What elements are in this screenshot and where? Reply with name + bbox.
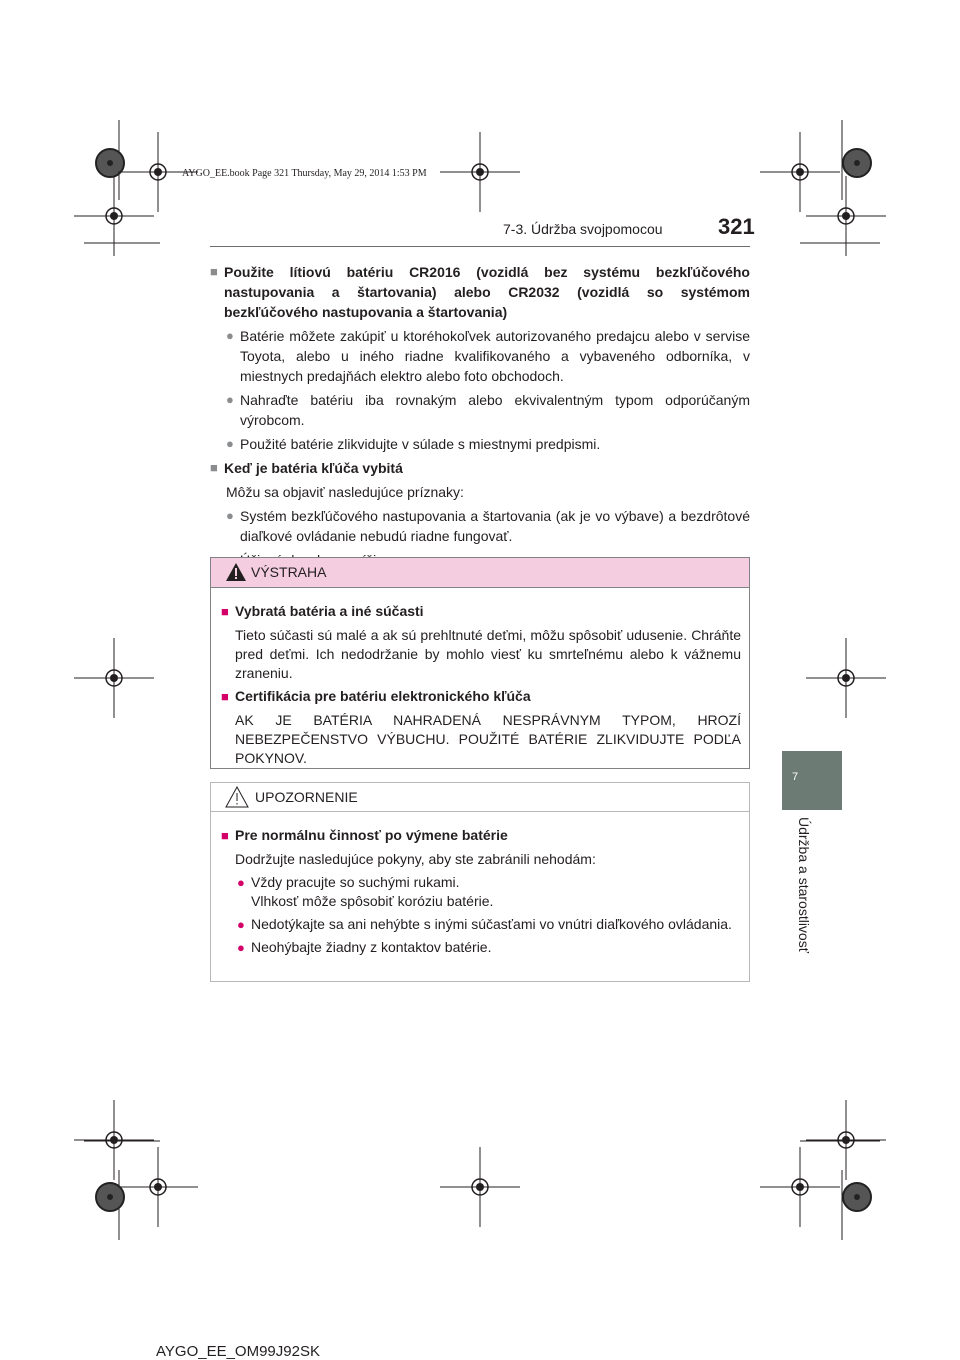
square-bullet-icon: ■ bbox=[210, 264, 218, 279]
warning-title: VÝSTRAHA bbox=[251, 564, 327, 580]
caution-triangle-icon bbox=[225, 786, 249, 808]
list-item: ● Použité batérie zlikvidujte v súlade s miestnymi predpismi. bbox=[226, 436, 601, 452]
chapter-tab bbox=[782, 751, 842, 810]
section-title: 7-3. Údržba svojpomocou bbox=[503, 221, 663, 237]
page-number: 321 bbox=[718, 214, 755, 239]
list-item: ● Vždy pracujte so suchými rukami. Vlhkosť môže spôsobiť koróziu batérie. bbox=[237, 874, 494, 909]
list-item: ● Batérie môžete zakúpiť u ktoréhokoľvek autorizovaného predajcu alebo v servise Toyota, alebo u iného riadne kvalifikovaného a vybaveného odborníka, v miestnych predajňách elektro alebo foto obchodoch. bbox=[226, 328, 750, 384]
warning-box bbox=[210, 557, 750, 769]
list-item: ● Systém bezkľúčového nastupovania a štartovania (ak je vo výbave) a bezdrôtové diaľkové ovládanie nebudú riadne fungovať. bbox=[226, 508, 750, 544]
circle-bullet-icon: ● bbox=[237, 917, 245, 932]
warning-header bbox=[211, 558, 749, 588]
chapter-number: 7 bbox=[792, 771, 799, 783]
warning-item-text: Tieto súčasti sú malé a ak sú prehltnuté deťmi, môžu spôsobiť udusenie. Chráňte pred deťmi. Ich nedodržanie by mohlo viesť ku smrteľnému alebo k vážnemu zraneniu. bbox=[235, 627, 741, 681]
circle-bullet-icon: ● bbox=[226, 508, 234, 523]
section-heading: ■ Použite lítiovú batériu CR2016 (vozidlá bez systému bezkľúčového nastupovania a štartovania) alebo CR2032 (vozidlá so systémom bezkľúčového nastupovania a štartovania) bbox=[210, 264, 750, 320]
square-bullet-icon: ■ bbox=[210, 460, 218, 475]
warning-item-heading: ■ Vybratá batéria a iné súčasti bbox=[221, 602, 741, 622]
caution-header bbox=[211, 783, 749, 812]
header-divider bbox=[210, 246, 750, 247]
square-bullet-icon: ■ bbox=[221, 689, 229, 704]
warning-item-heading: ■ Certifikácia pre batériu elektronického kľúča bbox=[221, 687, 741, 707]
chapter-title: Údržba a starostlivosť bbox=[796, 817, 812, 953]
section-heading: ■ Keď je batéria kľúča vybitá bbox=[210, 460, 403, 476]
warning-item-text: AK JE BATÉRIA NAHRADENÁ NESPRÁVNYM TYPOM, HROZÍ NEBEZPEČENSTVO VÝBUCHU. POUŽITÉ BATÉRIE ZLIKVIDUJTE PODĽA POKYNOV. bbox=[235, 712, 741, 766]
main-content bbox=[210, 262, 750, 574]
caution-intro: Dodržujte nasledujúce pokyny, aby ste zabránili nehodám: bbox=[235, 851, 596, 867]
list-item: ● Neohýbajte žiadny z kontaktov batérie. bbox=[237, 939, 492, 955]
circle-bullet-icon: ● bbox=[237, 875, 245, 890]
list-item: ● Nedotýkajte sa ani nehýbte s inými súčasťami vo vnútri diaľkového ovládania. bbox=[237, 916, 732, 932]
circle-bullet-icon: ● bbox=[237, 940, 245, 955]
circle-bullet-icon: ● bbox=[226, 392, 234, 407]
book-info: AYGO_EE.book Page 321 Thursday, May 29, 2014 1:53 PM bbox=[182, 168, 427, 179]
caution-box bbox=[210, 782, 750, 982]
warning-triangle-icon bbox=[225, 562, 247, 582]
list-item: ● Nahraďte batériu iba rovnakým alebo ekvivalentným typom odporúčaným výrobcom. bbox=[226, 392, 750, 428]
caution-heading: ■ Pre normálnu činnosť po výmene batérie bbox=[221, 826, 741, 846]
square-bullet-icon: ■ bbox=[221, 828, 229, 843]
paragraph: Môžu sa objaviť nasledujúce príznaky: bbox=[226, 484, 464, 500]
caution-title: UPOZORNENIE bbox=[255, 789, 358, 805]
circle-bullet-icon: ● bbox=[226, 328, 234, 343]
square-bullet-icon: ■ bbox=[221, 604, 229, 619]
document-code: AYGO_EE_OM99J92SK bbox=[156, 1343, 320, 1360]
circle-bullet-icon: ● bbox=[226, 436, 234, 451]
